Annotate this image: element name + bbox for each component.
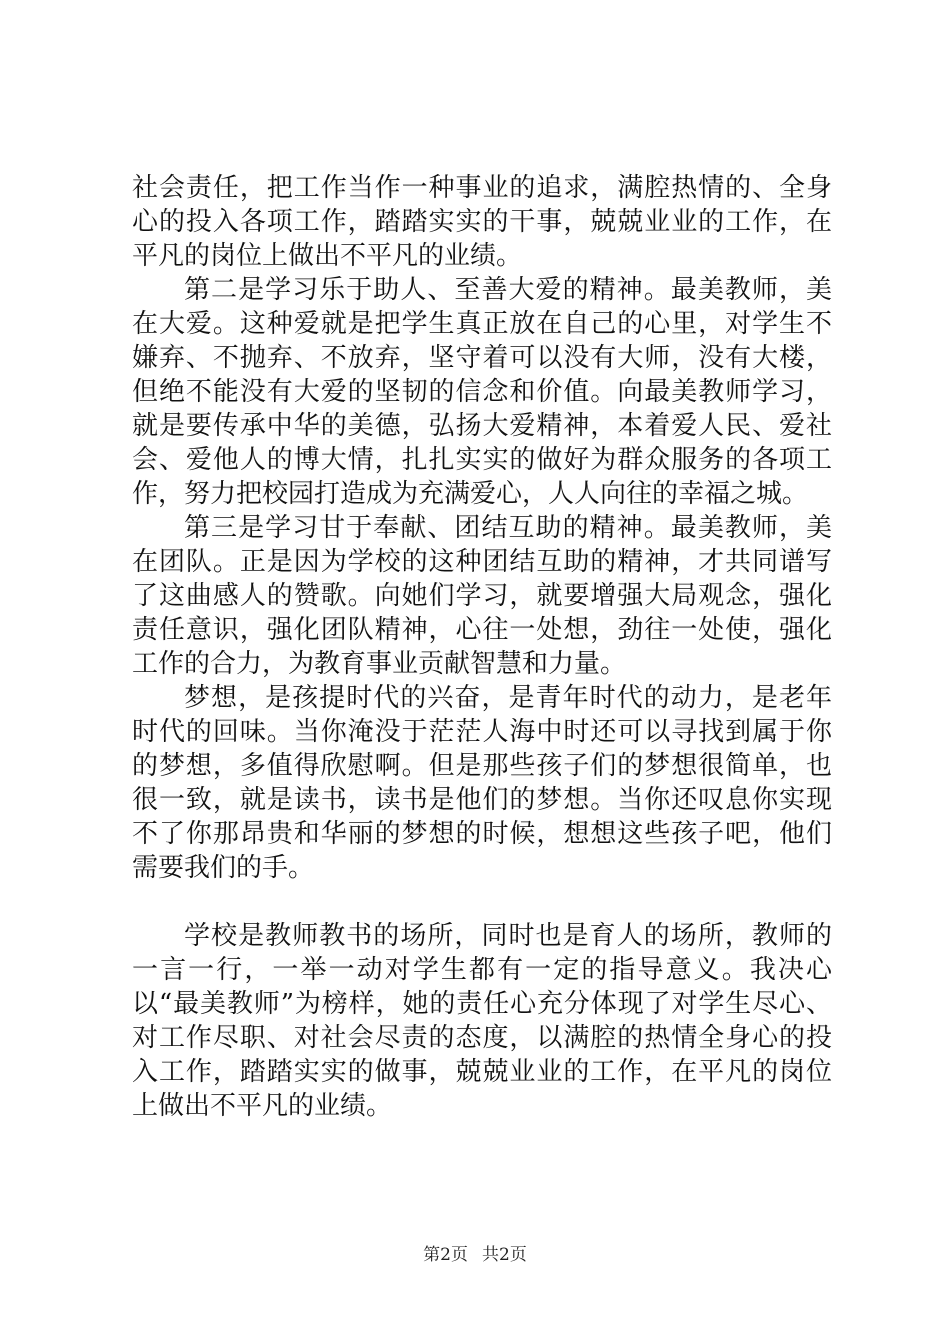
paragraph-5: 学校是教师教书的场所，同时也是育人的场所，教师的一言一行，一举一动对学生都有一定的指导意义。我决心以“最美教师”为榜样，她的责任心充分体现了对学生尽心、对工作尽职、对社会尽责的态度，以满腔的热情全身心的投入工作，踏踏实实的做事，兢兢业业的工作，在平凡的岗位上做出不平凡的业绩。 xyxy=(132,921,832,1121)
paragraph-2: 第二是学习乐于助人、至善大爱的精神。最美教师，美在大爱。这种爱就是把学生真正放在自己的心里，对学生不嫌弃、不抛弃、不放弃，坚守着可以没有大师，没有大楼，但绝不能没有大爱的坚韧的信念和价值。向最美教师学习，就是要传承中华的美德，弘扬大爱精神，本着爱人民、爱社会、爱他人的博大情，扎扎实实的做好为群众服务的各项工作，努力把校园打造成为充满爱心，人人向往的幸福之城。 xyxy=(132,275,832,509)
page-footer xyxy=(0,1243,950,1267)
page-total: 共2页 xyxy=(482,1245,527,1265)
document-body xyxy=(132,171,832,1123)
paragraph-3: 第三是学习甘于奉献、团结互助的精神。最美教师，美在团队。正是因为学校的这种团结互助的精神，才共同谱写了这曲感人的赞歌。向她们学习，就要增强大局观念，强化责任意识，强化团队精神，心往一处想，劲往一处使，强化工作的合力，为教育事业贡献智慧和力量。 xyxy=(132,513,832,679)
page-number: 第2页 xyxy=(423,1245,468,1265)
paragraph-spacer xyxy=(132,885,832,919)
paragraph-4: 梦想，是孩提时代的兴奋，是青年时代的动力，是老年时代的回味。当你淹没于茫茫人海中时还可以寻找到属于你的梦想，多值得欣慰啊。但是那些孩子们的梦想很简单，也很一致，就是读书，读书是他们的梦想。当你还叹息你实现不了你那昂贵和华丽的梦想的时候，想想这些孩子吧，他们需要我们的手。 xyxy=(132,683,832,883)
paragraph-1: 社会责任，把工作当作一种事业的追求，满腔热情的、全身心的投入各项工作，踏踏实实的干事，兢兢业业的工作，在平凡的岗位上做出不平凡的业绩。 xyxy=(132,173,832,271)
